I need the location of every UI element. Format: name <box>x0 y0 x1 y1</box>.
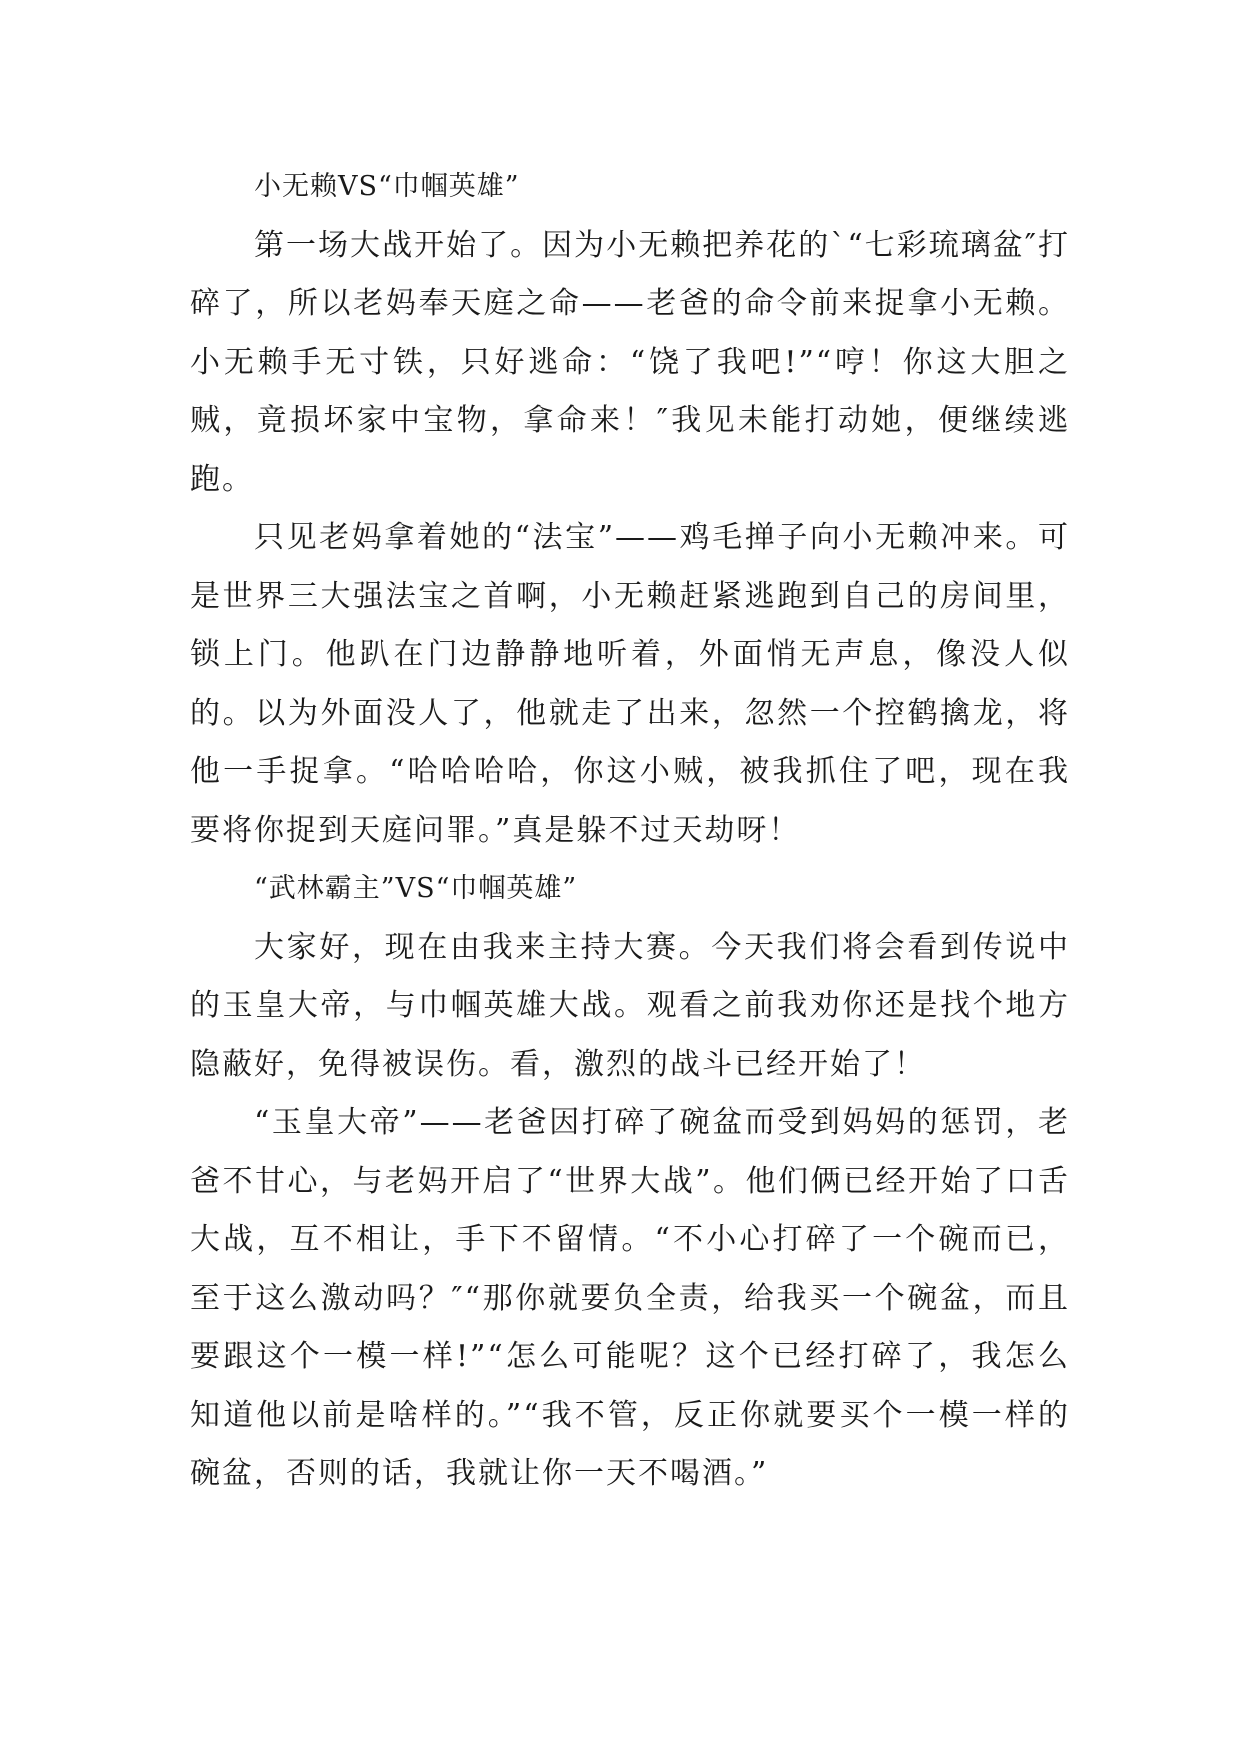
section-heading-1: 小无赖VS“巾帼英雄” <box>254 171 520 202</box>
paragraph-2: 只见老妈拿着她的“法宝”——鸡毛掸子向小无赖冲来。可是世界三大强法宝之首啊，小无赖赶紧逃跑到自己的房间里，锁上门。他趴在门边静静地听着，外面悄无声息，像没人似的。以为外面没人了，他就走了出来，忽然一个控鹤擒龙，将他一手捉拿。“哈哈哈哈，你这小贼，被我抓住了吧，现在我要将你捉到天庭问罪。”真是躲不过天劫呀！ <box>190 520 1070 848</box>
paragraph-1: 第一场大战开始了。因为小无赖把养花的`“七彩琉璃盆″打碎了，所以老妈奉天庭之命——老爸的命令前来捉拿小无赖。小无赖手无寸铁，只好逃命：“饶了我吧!”“哼！你这大胆之贼，竟损坏家中宝物，拿命来！″我见未能打动她，便继续逃跑。 <box>190 227 1070 497</box>
article-body <box>190 158 1070 1504</box>
paragraph-4: “玉皇大帝”——老爸因打碎了碗盆而受到妈妈的惩罚，老爸不甘心，与老妈开启了“世界大战”。他们俩已经开始了口舌大战，互不相让，手下不留情。“不小心打碎了一个碗而已，至于这么激动吗？″“那你就要负全责，给我买一个碗盆，而且要跟这个一模一样!”“怎么可能呢？这个已经打碎了，我怎么知道他以前是啥样的。”“我不管，反正你就要买个一模一样的碗盆，否则的话，我就让你一天不喝酒。” <box>190 1105 1070 1491</box>
paragraph-3: 大家好，现在由我来主持大赛。今天我们将会看到传说中的玉皇大帝，与巾帼英雄大战。观看之前我劝你还是找个地方隐蔽好，免得被误伤。看，激烈的战斗已经开始了！ <box>190 929 1070 1082</box>
section-heading-2: “武林霸主”VS“巾帼英雄” <box>254 873 578 904</box>
